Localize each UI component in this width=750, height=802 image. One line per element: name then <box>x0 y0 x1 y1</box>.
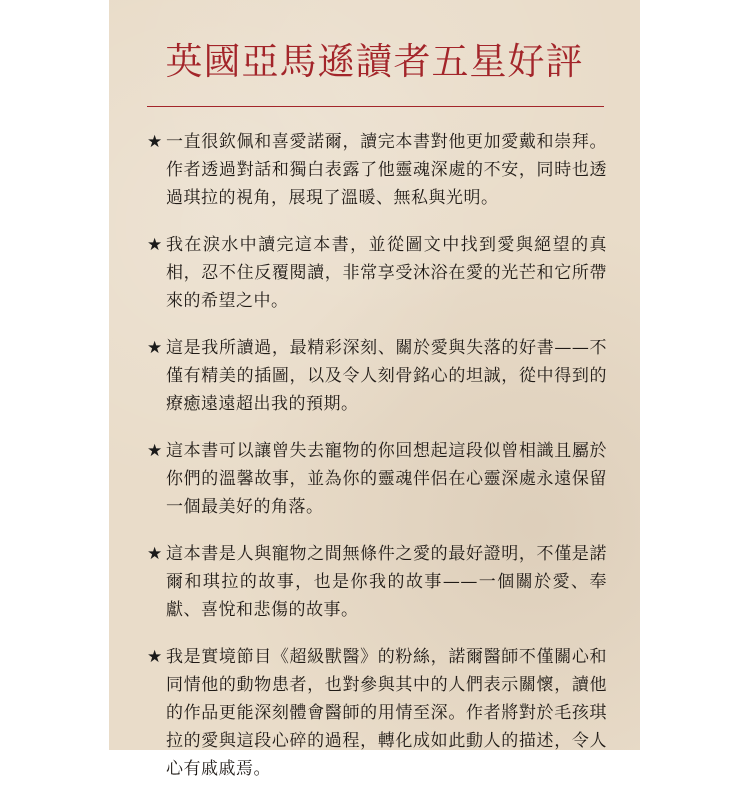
star-icon: ★ <box>147 338 163 358</box>
review-item-4 <box>147 437 607 521</box>
review-item-6 <box>147 643 607 783</box>
review-item-2 <box>147 231 607 315</box>
review-text: 一直很欽佩和喜愛諾爾，讀完本書對他更加愛戴和崇拜。作者透過對話和獨白表露了他靈魂深處的不安，同時也透過琪拉的視角，展現了溫暖、無私與光明。 <box>166 132 607 208</box>
review-text: 我在淚水中讀完這本書，並從圖文中找到愛與絕望的真相，忍不住反覆閱讀，非常享受沐浴在愛的光芒和它所帶來的希望之中。 <box>166 235 607 311</box>
star-icon: ★ <box>147 647 163 667</box>
review-list <box>147 128 607 802</box>
review-item-3 <box>147 334 607 418</box>
review-item-1 <box>147 128 607 212</box>
star-icon: ★ <box>147 544 163 564</box>
star-icon: ★ <box>147 235 163 255</box>
page-title: 英國亞馬遜讀者五星好評 <box>165 40 584 83</box>
review-text: 這本書是人與寵物之間無條件之愛的最好證明，不僅是諾爾和琪拉的故事，也是你我的故事——一個關於愛、奉獻、喜悅和悲傷的故事。 <box>166 544 607 620</box>
review-text: 我是實境節目《超級獸醫》的粉絲，諾爾醫師不僅關心和同情他的動物患者，也對參與其中的人們表示關懷，讀他的作品更能深刻體會醫師的用情至深。作者將對於毛孩琪拉的愛與這段心碎的過程，轉化成如此動人的描述，令人心有戚戚焉。 <box>166 647 607 779</box>
title-divider <box>147 106 604 107</box>
review-text: 這本書可以讓曾失去寵物的你回想起這段似曾相識且屬於你們的溫馨故事，並為你的靈魂伴侶在心靈深處永遠保留一個最美好的角落。 <box>166 441 607 517</box>
star-icon: ★ <box>147 441 163 461</box>
star-icon: ★ <box>147 132 163 152</box>
book-page <box>109 0 640 779</box>
review-item-5 <box>147 540 607 624</box>
review-text: 這是我所讀過，最精彩深刻、關於愛與失落的好書——不僅有精美的插圖，以及令人刻骨銘心的坦誠，從中得到的療癒遠遠超出我的預期。 <box>166 338 607 414</box>
